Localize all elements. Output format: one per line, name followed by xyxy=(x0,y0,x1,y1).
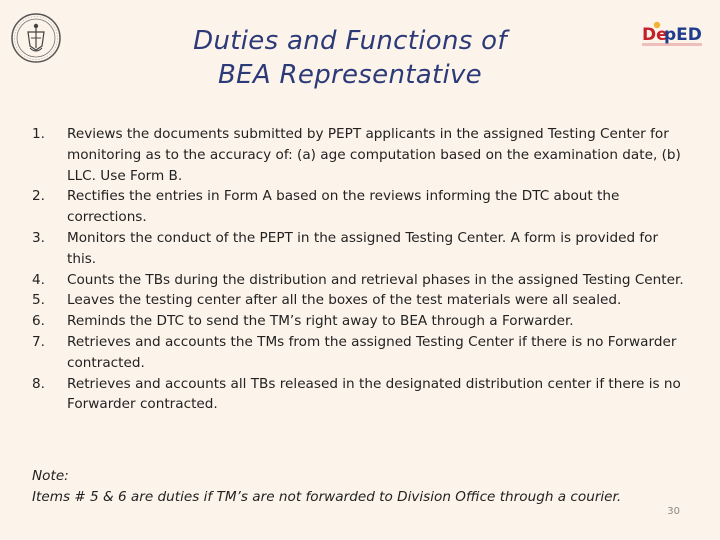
title-line-2: BEA Representative xyxy=(218,60,482,90)
list-item xyxy=(32,290,684,311)
note xyxy=(32,466,712,508)
list-item xyxy=(32,332,684,374)
item-text: Retrieves and accounts all TBs released in the designated distribution center if there is no Forwarder contracted. xyxy=(67,375,681,413)
deped-logo xyxy=(640,16,704,50)
item-number: 2. xyxy=(32,188,45,205)
duties-list xyxy=(32,124,684,415)
item-text: Leaves the testing center after all the boxes of the test materials were all sealed. xyxy=(67,292,622,309)
item-number: 4. xyxy=(32,271,45,288)
item-number: 8. xyxy=(32,375,45,392)
item-text: Counts the TBs during the distribution and retrieval phases in the assigned Testing Center. xyxy=(67,271,684,288)
item-number: 3. xyxy=(32,229,45,246)
svg-text:De: De xyxy=(642,25,668,45)
item-text: Reviews the documents submitted by PEPT applicants in the assigned Testing Center for monitoring as to the accuracy of: (a) age computation based on the examination date, (b) LLC. Use Form B. xyxy=(67,126,681,184)
note-text: Items # 5 & 6 are duties if TM’s are not forwarded to Division Office through a courier. xyxy=(32,489,622,505)
item-text: Reminds the DTC to send the TM’s right away to BEA through a Forwarder. xyxy=(67,313,574,330)
item-number: 1. xyxy=(32,126,45,142)
list-item xyxy=(32,311,684,332)
item-text: Rectifies the entries in Form A based on the reviews informing the DTC about the corrections. xyxy=(67,188,620,226)
svg-text:pED: pED xyxy=(664,25,702,45)
deped-seal-icon xyxy=(10,12,62,64)
list-item xyxy=(32,186,684,228)
title-line-1: Duties and Functions of xyxy=(193,26,507,56)
list-item xyxy=(32,374,684,416)
list-item xyxy=(32,124,684,186)
page-number: 30 xyxy=(667,506,680,517)
item-number: 6. xyxy=(32,313,45,330)
list-item xyxy=(32,270,684,291)
item-text: Monitors the conduct of the PEPT in the assigned Testing Center. A form is provided for this. xyxy=(67,229,659,267)
item-text: Retrieves and accounts the TMs from the assigned Testing Center if there is no Forwarder contracted. xyxy=(67,333,677,371)
item-number: 5. xyxy=(32,292,45,309)
item-number: 7. xyxy=(32,333,45,350)
list-item xyxy=(32,228,684,270)
page-title xyxy=(150,24,550,92)
note-label: Note: xyxy=(32,468,69,484)
